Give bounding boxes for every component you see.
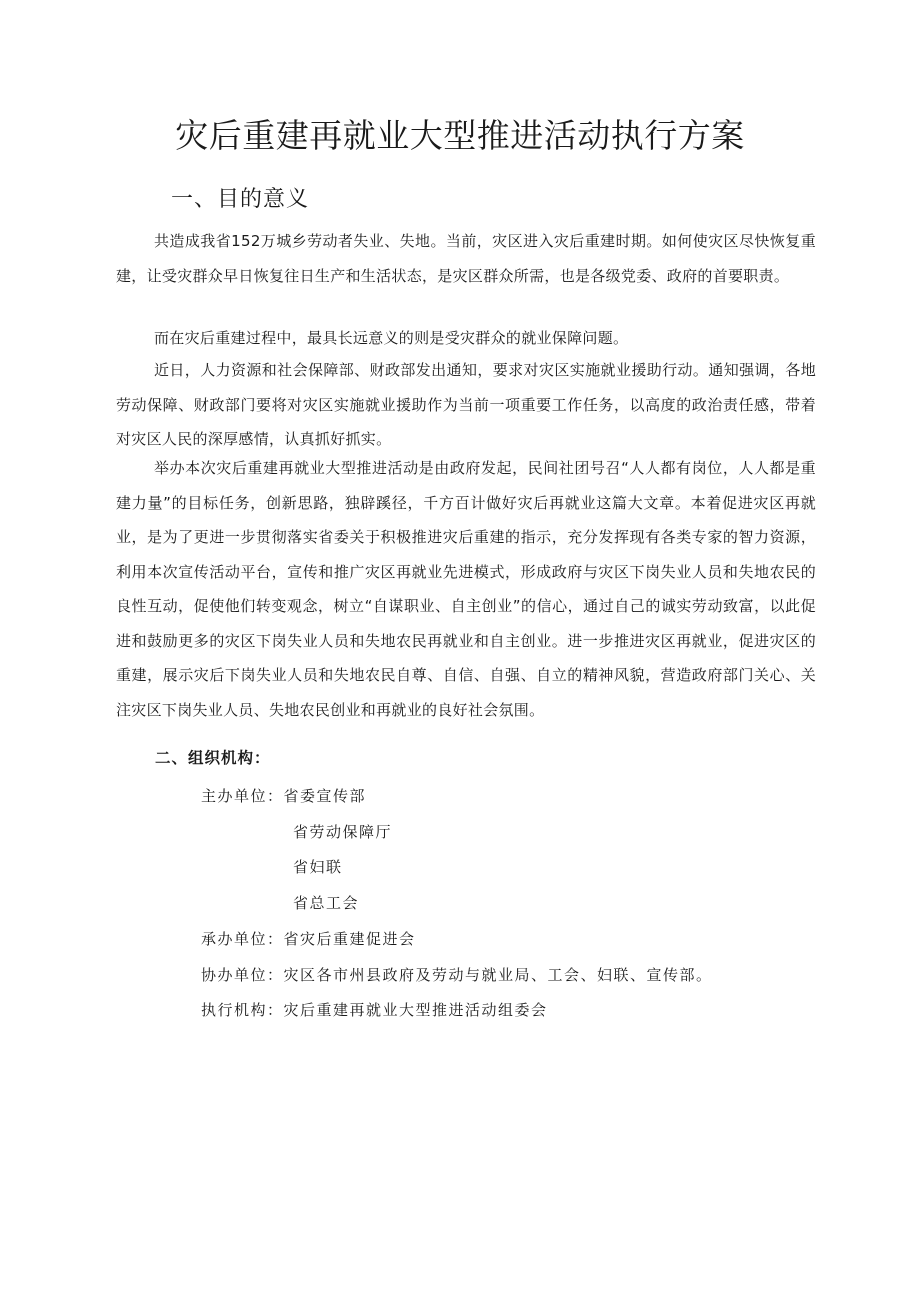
executor-line: 执行机构：灾后重建再就业大型推进活动组委会	[201, 1001, 548, 1019]
host-unit-3: 省妇联	[293, 858, 343, 876]
section-2-heading: 二、组织机构：	[155, 749, 271, 767]
document-title: 灾后重建再就业大型推进活动执行方案	[175, 116, 745, 155]
paragraph-4: 举办本次灾后重建再就业大型推进活动是由政府发起，民间社团号召“人人都有岗位，人人都是重建力量”的目标任务，创新思路，独辟蹊径，千方百计做好灾后再就业这篇大文章。本着促进灾区再就业，是为了更进一步贯彻落实省委关于积极推进灾后重建的指示，充分发挥现有各类专家的智力资源，利用本次宣传活动平台，宣传和推广灾区再就业先进模式，形成政府与灾区下岗失业人员和失地农民的良性互动，促使他们转变观念，树立“自谋职业、自主创业”的信心，通过自己的诚实劳动致富，以此促进和鼓励更多的灾区下岗失业人员和失地农民再就业和自主创业。进一步推进灾区再就业，促进灾区的重建，展示灾后下岗失业人员和失地农民自尊、自信、自强、自立的精神风貌，营造政府部门关心、关注灾区下岗失业人员、失地农民创业和再就业的良好社会氛围。	[116, 459, 816, 719]
co-organizer-line: 协办单位：灾区各市州县政府及劳动与就业局、工会、妇联、宣传部。	[201, 966, 713, 984]
paragraph-1: 共造成我省152万城乡劳动者失业、失地。当前，灾区进入灾后重建时期。如何使灾区尽快恢复重建，让受灾群众早日恢复往日生产和生活状态，是灾区群众所需，也是各级党委、政府的首要职责。	[116, 232, 816, 285]
organizer-line: 承办单位：省灾后重建促进会	[201, 930, 416, 948]
host-unit-line: 主办单位：省委宣传部	[201, 787, 367, 805]
paragraph-3: 近日，人力资源和社会保障部、财政部发出通知，要求对灾区实施就业援助行动。通知强调，各地劳动保障、财政部门要将对灾区实施就业援助作为当前一项重要工作任务，以高度的政治责任感，带着对灾区人民的深厚感情，认真抓好抓实。	[116, 361, 816, 448]
paragraph-2: 而在灾后重建过程中，最具长远意义的则是受灾群众的就业保障问题。	[154, 329, 629, 347]
host-unit-2: 省劳动保障厅	[293, 823, 393, 841]
host-unit-4: 省总工会	[293, 894, 360, 912]
section-1-heading: 一、目的意义	[171, 187, 310, 212]
